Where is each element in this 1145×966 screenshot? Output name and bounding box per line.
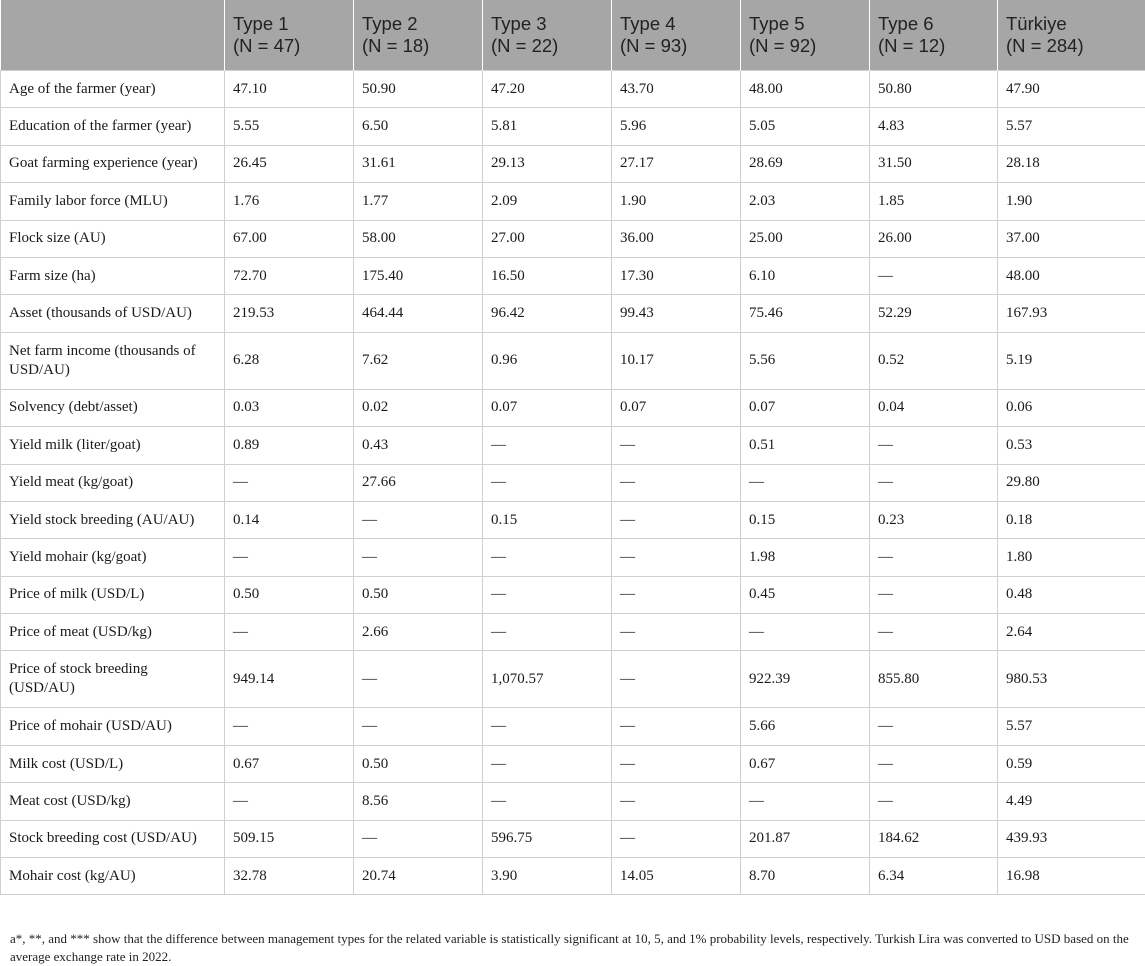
value-cell: 0.06 (998, 389, 1145, 426)
row-label-cell: Farm size (ha) (1, 257, 225, 294)
table-row (1, 820, 1145, 857)
table-header (1, 0, 1145, 71)
header-cell (225, 0, 354, 71)
value-cell: 6.34 (870, 858, 998, 895)
value-cell: — (612, 539, 741, 576)
value-cell: 0.48 (998, 576, 1145, 613)
value-cell: 27.17 (612, 145, 741, 182)
value-cell: — (354, 708, 483, 745)
value-cell: 8.56 (354, 783, 483, 820)
table-row (1, 614, 1145, 651)
value-cell: 5.55 (225, 108, 354, 145)
value-cell: — (225, 614, 354, 651)
value-cell: — (870, 257, 998, 294)
value-cell: — (225, 464, 354, 501)
value-cell: — (741, 614, 870, 651)
value-cell: 1.98 (741, 539, 870, 576)
value-cell: 0.07 (741, 389, 870, 426)
value-cell: — (612, 576, 741, 613)
row-label-cell: Age of the farmer (year) (1, 71, 225, 108)
value-cell: 922.39 (741, 651, 870, 708)
row-label-cell: Yield meat (kg/goat) (1, 464, 225, 501)
value-cell: 28.18 (998, 145, 1145, 182)
value-cell: 32.78 (225, 858, 354, 895)
value-cell: 10.17 (612, 332, 741, 389)
value-cell: — (870, 614, 998, 651)
value-cell: — (225, 708, 354, 745)
value-cell: 6.50 (354, 108, 483, 145)
value-cell: 72.70 (225, 257, 354, 294)
value-cell: 28.69 (741, 145, 870, 182)
value-cell: — (870, 745, 998, 782)
value-cell: 0.14 (225, 501, 354, 538)
value-cell: 25.00 (741, 220, 870, 257)
header-cell (998, 0, 1145, 71)
header-label: Type 6 (878, 13, 934, 34)
header-label: Type 2 (362, 13, 418, 34)
row-label-cell: Net farm income (thousands of USD/AU) (1, 332, 225, 389)
value-cell: 43.70 (612, 71, 741, 108)
header-label: Türkiye (1006, 13, 1067, 34)
table-row (1, 183, 1145, 220)
value-cell: 48.00 (741, 71, 870, 108)
value-cell: 27.00 (483, 220, 612, 257)
value-cell: 464.44 (354, 295, 483, 332)
value-cell: 5.57 (998, 708, 1145, 745)
value-cell: 50.90 (354, 71, 483, 108)
value-cell: 167.93 (998, 295, 1145, 332)
value-cell: — (354, 820, 483, 857)
value-cell: 0.45 (741, 576, 870, 613)
header-cell (354, 0, 483, 71)
value-cell: 17.30 (612, 257, 741, 294)
header-cell (612, 0, 741, 71)
value-cell: 596.75 (483, 820, 612, 857)
value-cell: 16.98 (998, 858, 1145, 895)
value-cell: 47.90 (998, 71, 1145, 108)
value-cell: 0.89 (225, 427, 354, 464)
row-label-cell: Yield mohair (kg/goat) (1, 539, 225, 576)
value-cell: — (483, 539, 612, 576)
value-cell: 1.90 (998, 183, 1145, 220)
value-cell: 50.80 (870, 71, 998, 108)
header-cell (870, 0, 998, 71)
header-sample-size: (N = 47) (233, 35, 301, 56)
value-cell: 20.74 (354, 858, 483, 895)
value-cell: 0.07 (483, 389, 612, 426)
value-cell: 0.15 (741, 501, 870, 538)
header-sample-size: (N = 284) (1006, 35, 1084, 56)
value-cell: — (741, 464, 870, 501)
value-cell: 0.96 (483, 332, 612, 389)
value-cell: 4.49 (998, 783, 1145, 820)
header-sample-size: (N = 93) (620, 35, 688, 56)
row-label-cell: Education of the farmer (year) (1, 108, 225, 145)
header-cell (741, 0, 870, 71)
table-row (1, 257, 1145, 294)
value-cell: 509.15 (225, 820, 354, 857)
value-cell: 0.59 (998, 745, 1145, 782)
value-cell: 439.93 (998, 820, 1145, 857)
value-cell: — (612, 427, 741, 464)
header-cell (483, 0, 612, 71)
table-row (1, 576, 1145, 613)
value-cell: — (870, 708, 998, 745)
row-label-cell: Milk cost (USD/L) (1, 745, 225, 782)
value-cell: — (612, 783, 741, 820)
value-cell: 2.64 (998, 614, 1145, 651)
value-cell: — (483, 576, 612, 613)
value-cell: 1.85 (870, 183, 998, 220)
header-label: Type 4 (620, 13, 676, 34)
table-row (1, 427, 1145, 464)
row-label-cell: Solvency (debt/asset) (1, 389, 225, 426)
value-cell: — (483, 464, 612, 501)
value-cell: 96.42 (483, 295, 612, 332)
value-cell: — (483, 427, 612, 464)
value-cell: — (612, 820, 741, 857)
value-cell: 26.45 (225, 145, 354, 182)
value-cell: — (870, 464, 998, 501)
value-cell: — (612, 745, 741, 782)
value-cell: 52.29 (870, 295, 998, 332)
value-cell: 219.53 (225, 295, 354, 332)
value-cell: 47.10 (225, 71, 354, 108)
value-cell: 1,070.57 (483, 651, 612, 708)
value-cell: 1.77 (354, 183, 483, 220)
value-cell: — (225, 783, 354, 820)
row-label-cell: Family labor force (MLU) (1, 183, 225, 220)
value-cell: 5.66 (741, 708, 870, 745)
row-label-cell: Goat farming experience (year) (1, 145, 225, 182)
value-cell: — (225, 539, 354, 576)
value-cell: 5.56 (741, 332, 870, 389)
value-cell: 0.02 (354, 389, 483, 426)
value-cell: 0.04 (870, 389, 998, 426)
header-label: Type 3 (491, 13, 547, 34)
value-cell: — (354, 651, 483, 708)
value-cell: 0.15 (483, 501, 612, 538)
value-cell: 201.87 (741, 820, 870, 857)
value-cell: 1.76 (225, 183, 354, 220)
value-cell: 27.66 (354, 464, 483, 501)
value-cell: — (612, 708, 741, 745)
value-cell: 0.50 (225, 576, 354, 613)
value-cell: 0.53 (998, 427, 1145, 464)
value-cell: 75.46 (741, 295, 870, 332)
table-row (1, 220, 1145, 257)
table-row (1, 858, 1145, 895)
row-label-cell: Stock breeding cost (USD/AU) (1, 820, 225, 857)
value-cell: 0.18 (998, 501, 1145, 538)
row-label-cell: Meat cost (USD/kg) (1, 783, 225, 820)
value-cell: 99.43 (612, 295, 741, 332)
value-cell: 29.80 (998, 464, 1145, 501)
header-row (1, 0, 1145, 71)
value-cell: 949.14 (225, 651, 354, 708)
row-label-cell: Price of milk (USD/L) (1, 576, 225, 613)
value-cell: 58.00 (354, 220, 483, 257)
table-body (1, 71, 1145, 895)
value-cell: — (612, 614, 741, 651)
table-row (1, 295, 1145, 332)
table-row (1, 389, 1145, 426)
value-cell: 14.05 (612, 858, 741, 895)
value-cell: — (870, 576, 998, 613)
value-cell: 7.62 (354, 332, 483, 389)
table-row (1, 332, 1145, 389)
value-cell: — (483, 614, 612, 651)
value-cell: 31.50 (870, 145, 998, 182)
value-cell: 1.80 (998, 539, 1145, 576)
value-cell: — (354, 539, 483, 576)
value-cell: 175.40 (354, 257, 483, 294)
value-cell: 0.67 (225, 745, 354, 782)
row-label-cell: Asset (thousands of USD/AU) (1, 295, 225, 332)
value-cell: 1.90 (612, 183, 741, 220)
value-cell: — (612, 501, 741, 538)
table-footnote: a*, **, and *** show that the difference between management types for the related variable is statistically significant at 10, 5, and 1% probability levels, respectively. Turkish Lira was converted to USD based on the average exchange rate in 2022. (10, 931, 1129, 964)
table-row (1, 71, 1145, 108)
value-cell: 0.52 (870, 332, 998, 389)
value-cell: 0.51 (741, 427, 870, 464)
value-cell: 3.90 (483, 858, 612, 895)
table-row (1, 108, 1145, 145)
value-cell: — (483, 708, 612, 745)
value-cell: 16.50 (483, 257, 612, 294)
table-row (1, 539, 1145, 576)
value-cell: — (483, 783, 612, 820)
value-cell: 5.05 (741, 108, 870, 145)
value-cell: 5.57 (998, 108, 1145, 145)
table-row (1, 708, 1145, 745)
row-label-cell: Price of mohair (USD/AU) (1, 708, 225, 745)
table-row (1, 464, 1145, 501)
value-cell: 0.03 (225, 389, 354, 426)
header-sample-size: (N = 92) (749, 35, 817, 56)
value-cell: — (870, 783, 998, 820)
table-row (1, 501, 1145, 538)
value-cell: 36.00 (612, 220, 741, 257)
value-cell: — (483, 745, 612, 782)
value-cell: — (354, 501, 483, 538)
table-row (1, 651, 1145, 708)
value-cell: — (870, 427, 998, 464)
value-cell: 31.61 (354, 145, 483, 182)
value-cell: 6.10 (741, 257, 870, 294)
value-cell: 980.53 (998, 651, 1145, 708)
value-cell: — (612, 651, 741, 708)
header-label: Type 5 (749, 13, 805, 34)
value-cell: — (741, 783, 870, 820)
value-cell: 5.81 (483, 108, 612, 145)
value-cell: 0.50 (354, 576, 483, 613)
value-cell: 26.00 (870, 220, 998, 257)
value-cell: 67.00 (225, 220, 354, 257)
value-cell: 8.70 (741, 858, 870, 895)
header-sample-size: (N = 12) (878, 35, 946, 56)
value-cell: 48.00 (998, 257, 1145, 294)
value-cell: 47.20 (483, 71, 612, 108)
header-label: Type 1 (233, 13, 289, 34)
row-label-cell: Yield stock breeding (AU/AU) (1, 501, 225, 538)
value-cell: 5.96 (612, 108, 741, 145)
header-sample-size: (N = 22) (491, 35, 559, 56)
value-cell: 184.62 (870, 820, 998, 857)
value-cell: 0.07 (612, 389, 741, 426)
header-cell-blank (1, 0, 225, 71)
value-cell: 29.13 (483, 145, 612, 182)
value-cell: 2.66 (354, 614, 483, 651)
header-sample-size: (N = 18) (362, 35, 430, 56)
value-cell: 4.83 (870, 108, 998, 145)
value-cell: — (612, 464, 741, 501)
value-cell: 0.50 (354, 745, 483, 782)
table-row (1, 145, 1145, 182)
value-cell: 0.67 (741, 745, 870, 782)
value-cell: 37.00 (998, 220, 1145, 257)
row-label-cell: Yield milk (liter/goat) (1, 427, 225, 464)
value-cell: 855.80 (870, 651, 998, 708)
value-cell: 0.23 (870, 501, 998, 538)
row-label-cell: Mohair cost (kg/AU) (1, 858, 225, 895)
value-cell: 2.03 (741, 183, 870, 220)
table-row (1, 783, 1145, 820)
row-label-cell: Price of stock breeding (USD/AU) (1, 651, 225, 708)
row-label-cell: Flock size (AU) (1, 220, 225, 257)
value-cell: — (870, 539, 998, 576)
row-label-cell: Price of meat (USD/kg) (1, 614, 225, 651)
value-cell: 0.43 (354, 427, 483, 464)
value-cell: 5.19 (998, 332, 1145, 389)
table-row (1, 745, 1145, 782)
value-cell: 6.28 (225, 332, 354, 389)
value-cell: 2.09 (483, 183, 612, 220)
